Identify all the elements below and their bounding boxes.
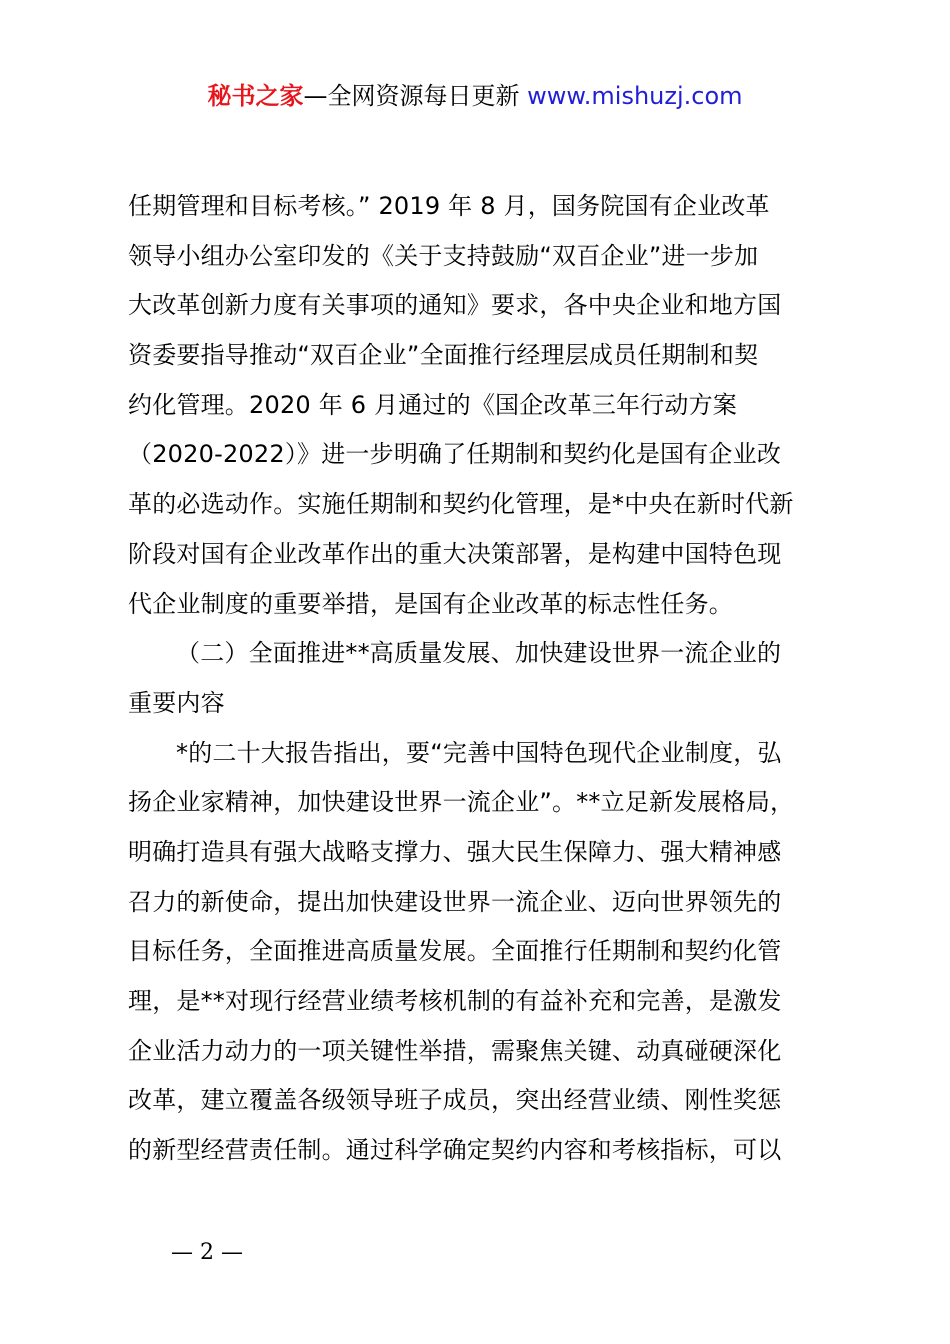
text-line: 企业活力动力的一项关键性举措，需聚焦关键、动真碰硬深化 <box>128 1036 782 1065</box>
text-line: 改革，建立覆盖各级领导班子成员，突出经营业绩、刚性奖惩 <box>128 1086 782 1115</box>
text-line: 阶段对国有企业改革作出的重大决策部署，是构建中国特色现 <box>128 539 782 568</box>
text-line: 扬企业家精神，加快建设世界一流企业”。**立足新发展格局， <box>128 788 795 817</box>
text-line: 革的必选动作。实施任期制和契约化管理，是*中央在新时代新 <box>128 490 794 519</box>
text-line: 理，是**对现行经营业绩考核机制的有益补充和完善，是激发 <box>128 987 782 1015</box>
text-line: 明确打造具有强大战略支撑力、强大民生保障力、强大精神感 <box>128 837 782 866</box>
text-line: （2020-2022）》进一步明确了任期制和契约化是国有企业改 <box>128 440 782 469</box>
section-heading: （二）全面推进**高质量发展、加快建设世界一流企业的 <box>176 639 782 668</box>
text-line: 约化管理。2020 年 6 月通过的《国企改革三年行动方案 <box>128 390 738 419</box>
header-tagline: —全网资源每日更新 <box>303 82 520 110</box>
text-line: 大改革创新力度有关事项的通知》要求，各中央企业和地方国 <box>128 291 782 320</box>
brand-name: 秘书之家 <box>207 82 304 110</box>
text-line: 资委要指导推动“双百企业”全面推行经理层成员任期制和契 <box>128 341 759 370</box>
text-line: 召力的新使命，提出加快建设世界一流企业、迈向世界领先的 <box>128 887 782 916</box>
section-heading-continued: 重要内容 <box>128 688 225 717</box>
text-line: *的二十大报告指出，要“完善中国特色现代企业制度，弘 <box>176 738 782 767</box>
text-line: 的新型经营责任制。通过科学确定契约内容和考核指标，可以 <box>128 1136 782 1165</box>
text-line: 代企业制度的重要举措，是国有企业改革的标志性任务。 <box>128 589 733 618</box>
page-number: — 2 — <box>171 1240 243 1265</box>
site-header <box>0 80 950 112</box>
text-line: 目标任务，全面推进高质量发展。全面推行任期制和契约化管 <box>128 937 782 966</box>
document-body <box>128 182 834 1176</box>
text-line: 领导小组办公室印发的《关于支持鼓励“双百企业”进一步加 <box>128 241 759 270</box>
text-line: 任期管理和目标考核。” 2019 年 8 月，国务院国有企业改革 <box>128 192 770 220</box>
site-url-link[interactable]: www.mishuzj.com <box>527 82 743 110</box>
